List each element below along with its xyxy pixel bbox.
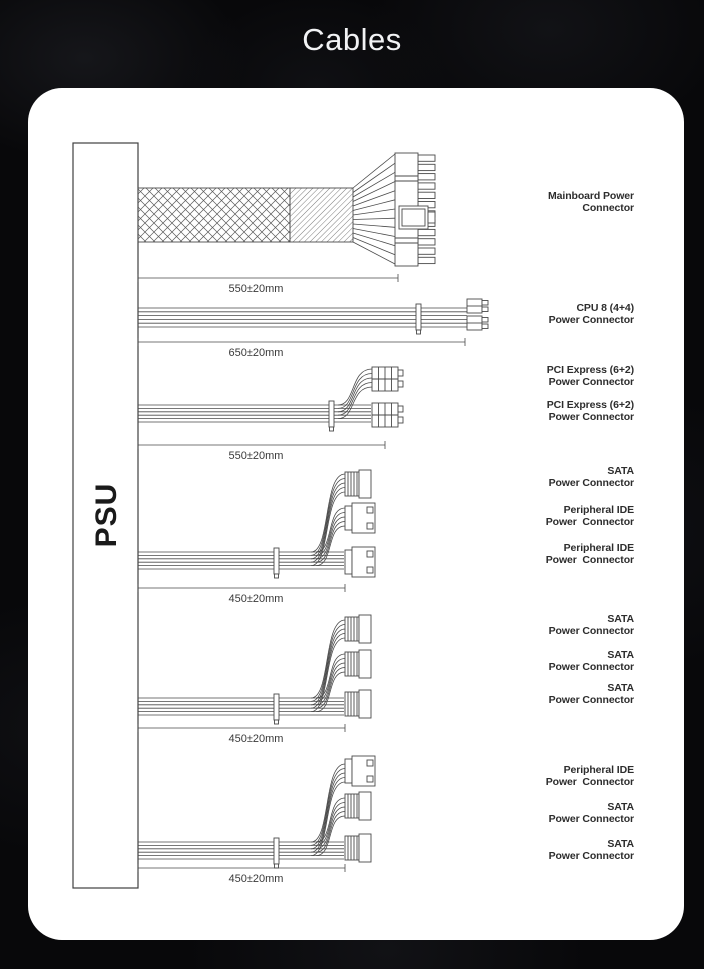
wire-bundle [338, 369, 372, 419]
cable-tie [274, 838, 279, 868]
connector-label-line: SATA [607, 838, 634, 850]
fan-wires [353, 154, 395, 264]
dim-label-chain2: 450±20mm [228, 733, 284, 745]
cable-cpu [138, 299, 488, 359]
molex-ide-connector [345, 756, 375, 786]
sata-connector [345, 650, 371, 678]
cable-sata-2 [138, 615, 371, 745]
cable-tie [274, 694, 279, 724]
cable-mainboard [138, 153, 435, 295]
dim-line-chain1 [138, 584, 345, 592]
connector-label-line: SATA [607, 465, 634, 477]
connector-label-pcie-1 [464, 365, 634, 388]
sata-connector [345, 615, 371, 643]
connector-label-sata-f [464, 839, 634, 862]
connector-label-sata-e [464, 802, 634, 825]
connector-label-sata-b [464, 614, 634, 637]
dim-line-pcie [138, 441, 385, 449]
cable-tie [274, 548, 279, 578]
connector-label-line: CPU 8 (4+4) [576, 302, 634, 314]
connector-label-line: Power Connector [548, 476, 634, 489]
pcie-6plus2-connector [372, 367, 403, 391]
sata-connector [345, 834, 371, 862]
connector-label-pcie-2 [464, 400, 634, 423]
connector-label-line: Mainboard Power [547, 190, 634, 202]
cable-sata-ide-1 [138, 470, 375, 605]
connector-label-sata-a [464, 466, 634, 489]
connector-label-ide-c [464, 765, 634, 788]
dim-line-chain3 [138, 864, 345, 872]
connector-label-line: PCI Express (6+2) [546, 364, 634, 376]
connector-label-sata-d [464, 683, 634, 706]
pcie-6plus2-connector [372, 403, 403, 427]
connector-label-mainboard [464, 191, 634, 214]
dim-label-pcie: 550±20mm [228, 450, 284, 462]
connector-label-ide-b [464, 543, 634, 566]
dim-label-mainboard: 550±20mm [228, 283, 284, 295]
cable-pcie [138, 367, 403, 462]
psu-box [73, 143, 138, 888]
dim-line-chain2 [138, 724, 345, 732]
dim-label-cpu: 650±20mm [228, 347, 284, 359]
sata-connector [345, 792, 371, 820]
sata-connector [345, 470, 371, 498]
connector-label-cpu [464, 303, 634, 326]
molex-ide-connector [345, 503, 375, 533]
connector-label-line: PCI Express (6+2) [546, 399, 634, 411]
connector-label-line: Power Connector [548, 849, 634, 862]
dim-line-cpu [138, 338, 465, 346]
cable-tie [416, 304, 421, 334]
connector-label-line: Peripheral IDE [563, 542, 634, 554]
connector-label-line: SATA [607, 613, 634, 625]
connector-label-line: Power Connector [548, 375, 634, 388]
page-title: Cables [302, 22, 402, 57]
dim-label-chain3: 450±20mm [228, 873, 284, 885]
connector-label-line: Peripheral IDE [563, 764, 634, 776]
connector-label-line: Power Connector [548, 693, 634, 706]
connector-label-line: Power Connector [548, 624, 634, 637]
connector-label-line: SATA [607, 682, 634, 694]
connector-label-line: SATA [607, 801, 634, 813]
connector-label-line: Power Connector [548, 660, 634, 673]
connector-label-line: Connector [582, 201, 634, 214]
connector-label-line: Power Connector [548, 313, 634, 326]
psu-label: PSU [90, 482, 123, 548]
atx-24pin-connector [395, 153, 435, 266]
sata-connector [345, 690, 371, 718]
connector-label-sata-c [464, 650, 634, 673]
connector-label-line: Power Connector [545, 553, 634, 566]
connector-label-ide-a [464, 505, 634, 528]
cable-tie [329, 401, 334, 431]
connector-label-line: Peripheral IDE [563, 504, 634, 516]
connector-label-line: Power Connector [545, 775, 634, 788]
connector-label-line: Power Connector [545, 515, 634, 528]
connector-label-line: SATA [607, 649, 634, 661]
connector-label-line: Power Connector [548, 410, 634, 423]
dim-label-chain1: 450±20mm [228, 593, 284, 605]
connector-label-line: Power Connector [548, 812, 634, 825]
diagram-card [28, 88, 684, 940]
cable-ide-sata-3 [138, 756, 375, 885]
dim-line-mainboard [138, 274, 398, 282]
molex-ide-connector [345, 547, 375, 577]
